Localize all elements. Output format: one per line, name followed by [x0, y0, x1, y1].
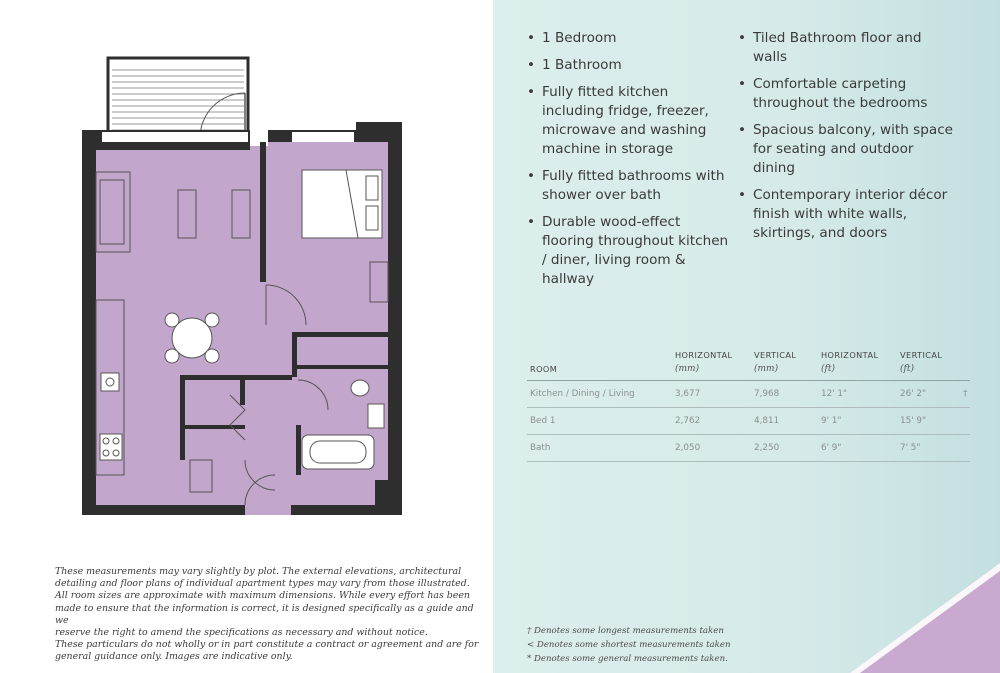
disclaimer-line: These particulars do not wholly or in part constitute a contract or agreement and are for: [55, 639, 479, 651]
cell-mark: [960, 435, 970, 462]
disclaimer-line: detailing and floor plans of individual apartment types may vary from those illustrated.: [55, 578, 470, 590]
cell-h-mm: 3,677: [672, 381, 751, 408]
table-row: [527, 408, 970, 435]
cell-mark: [960, 408, 970, 435]
feature-item: • Durable wood-effect flooring throughout kitchen / diner, living room & hallway: [527, 213, 732, 289]
disclaimer-line: made to ensure that the information is correct, it is designed specifically as a guide and we: [55, 602, 474, 626]
feature-item: • Comfortable carpeting throughout the bedrooms: [738, 75, 958, 113]
feature-item: • Fully fitted kitchen including fridge, freezer, microwave and washing machine in storage: [527, 83, 732, 159]
cell-v-mm: 7,968: [751, 381, 818, 408]
col-horizontal-mm: HORIZONTAL (mm): [672, 350, 751, 381]
cell-v-mm: 2,250: [751, 435, 818, 462]
feature-item: • Spacious balcony, with space for seating and outdoor dining: [738, 121, 958, 178]
cell-v-ft: 26' 2": [897, 381, 960, 408]
cell-room: Kitchen / Dining / Living: [527, 381, 672, 408]
features-list-right: [738, 29, 958, 251]
floorplan-panel: [0, 0, 493, 673]
cell-v-mm: 4,811: [751, 408, 818, 435]
feature-item: • Tiled Bathroom floor and walls: [738, 29, 958, 67]
table-row: [527, 381, 970, 408]
footnote: * Denotes some general measurements taken.: [527, 654, 728, 664]
col-mark: [960, 350, 970, 381]
corner-accent: [760, 563, 1000, 673]
col-horizontal-ft: HORIZONTAL (ft): [818, 350, 897, 381]
footnote: < Denotes some shortest measurements taken: [527, 640, 731, 650]
cell-h-mm: 2,050: [672, 435, 751, 462]
table-row: [527, 435, 970, 462]
feature-item: • Contemporary interior décor finish with white walls, skirtings, and doors: [738, 186, 958, 243]
table-header-row: [527, 350, 970, 381]
apartment: [82, 122, 402, 515]
cell-mark: †: [960, 381, 970, 408]
cell-h-ft: 12' 1": [818, 381, 897, 408]
col-vertical-ft: VERTICAL (ft): [897, 350, 960, 381]
disclaimer-line: All room sizes are approximate with maximum dimensions. While every effort has been: [55, 590, 470, 602]
footnote: † Denotes some longest measurements taken: [527, 626, 724, 636]
disclaimer-line: general guidance only. Images are indicative only.: [55, 651, 293, 663]
floor-plan: [70, 50, 420, 525]
feature-item: • 1 Bathroom: [527, 56, 732, 75]
cell-room: Bed 1: [527, 408, 672, 435]
feature-item: • Fully fitted bathrooms with shower over bath: [527, 167, 732, 205]
feature-item: • 1 Bedroom: [527, 29, 732, 48]
balcony: [108, 58, 248, 138]
cell-v-ft: 15' 9": [897, 408, 960, 435]
cell-h-ft: 9' 1": [818, 408, 897, 435]
cell-v-ft: 7' 5": [897, 435, 960, 462]
footnotes: [527, 624, 730, 666]
cell-room: Bath: [527, 435, 672, 462]
features-list-left: [527, 29, 732, 297]
disclaimer: [55, 566, 485, 664]
cell-h-ft: 6' 9": [818, 435, 897, 462]
room-dimensions-table: [527, 350, 970, 462]
cell-h-mm: 2,762: [672, 408, 751, 435]
disclaimer-line: These measurements may vary slightly by plot. The external elevations, architectural: [55, 566, 462, 577]
disclaimer-line: reserve the right to amend the specifications as necessary and without notice.: [55, 627, 428, 639]
col-vertical-mm: VERTICAL (mm): [751, 350, 818, 381]
col-room: ROOM: [527, 350, 672, 381]
